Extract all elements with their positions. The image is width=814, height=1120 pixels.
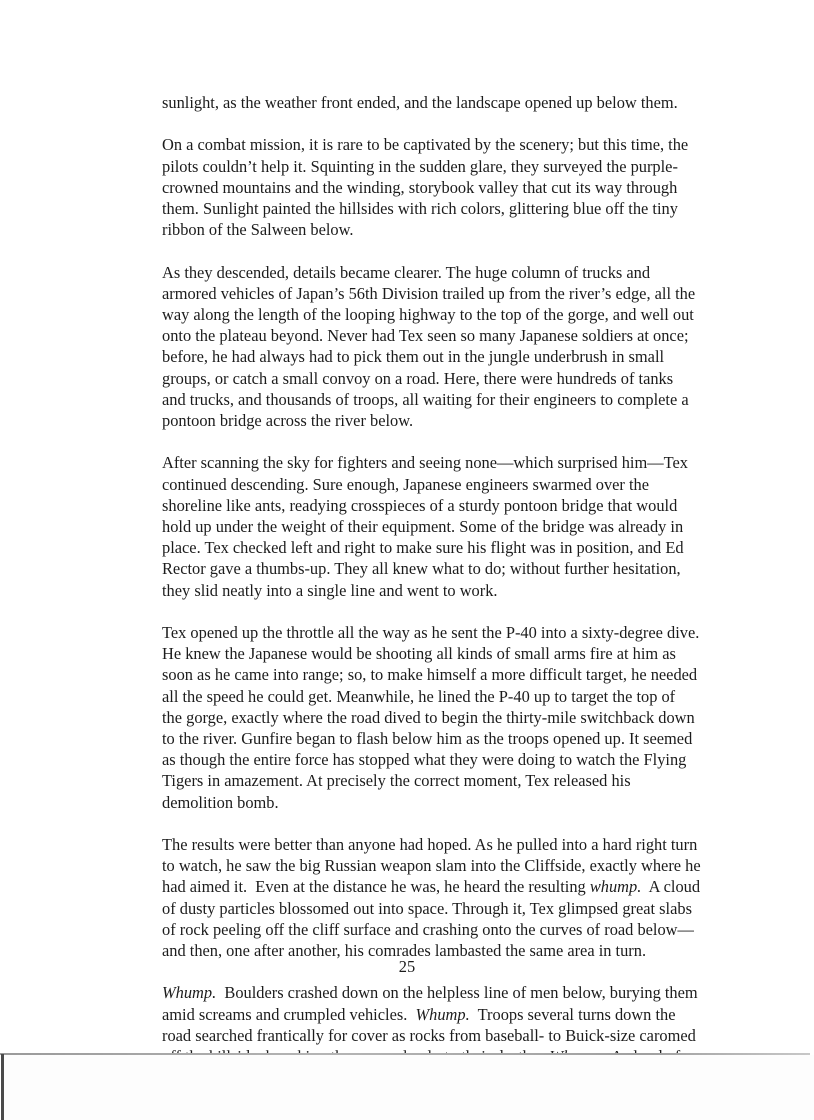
text-line: onto the plateau beyond. Never had Tex seen so many Japanese soldiers at once;: [162, 326, 689, 346]
text-line: ribbon of the Salween below.: [162, 220, 354, 240]
paragraph-3: [162, 262, 696, 432]
text-line: of rock peeling off the cliff surface and crashing onto the curves of road below—: [162, 919, 694, 939]
page-number: 25: [398, 957, 416, 976]
text-line: and then, one after another, his comrades lambasted the same area in turn.: [162, 941, 647, 961]
scan-background: [4, 1055, 814, 1120]
text-line: armored vehicles of Japan’s 56th Division trailed up from the river’s edge, all the: [162, 283, 696, 303]
italic-word: Whump.: [162, 983, 217, 1003]
text-line: hold up under the weight of their equipment. Some of the bridge was already in: [162, 517, 684, 537]
text-segment: Troops several turns down the: [469, 1004, 676, 1024]
paragraph-1: [162, 92, 682, 113]
text-line: He knew the Japanese would be shooting all kinds of small arms fire at him as: [162, 644, 676, 664]
text-line: soon as he came into range; so, to make himself a more difficult target, he needed: [162, 665, 698, 685]
paragraph-2: [162, 134, 689, 240]
text-line: [162, 982, 698, 1003]
text-line: Rector gave a thumbs-up. They all knew what to do; without further hesitation,: [162, 559, 681, 579]
text-line: shoreline like ants, readying crosspieces of a sturdy pontoon bridge that would: [162, 495, 678, 515]
text-line: place. Tex checked left and right to make sure his flight was in position, and Ed: [162, 538, 684, 558]
paragraph-5: [162, 622, 700, 813]
text-segment: A cloud: [641, 877, 701, 897]
text-line: them. Sunlight painted the hillsides with rich colors, glittering blue off the tiny: [162, 199, 678, 218]
scan-left-shadow: [1, 1054, 4, 1120]
text-line: Tex opened up the throttle all the way as he sent the P-40 into a sixty-degree dive.: [162, 623, 700, 643]
text-line: groups, or catch a small convoy on a road. Here, there were hundreds of tanks: [162, 368, 674, 388]
text-line: before, he had always had to pick them out in the jungle underbrush in small: [162, 347, 665, 367]
text-segment: Boulders crashed down on the helpless line of men below, burying them: [216, 983, 698, 1003]
text-segment: had aimed it. Even at the distance he was, he heard the resulting: [162, 877, 590, 897]
text-line: pontoon bridge across the river below.: [162, 411, 414, 431]
text-line: Tigers in amazement. At precisely the correct moment, Tex released his: [162, 771, 631, 791]
text-line: As they descended, details became clearer. The huge column of trucks and: [162, 262, 651, 282]
paragraph-4: [162, 452, 688, 600]
text-segment: amid screams and crumpled vehicles.: [162, 1004, 416, 1024]
text-line: continued descending. Sure enough, Japanese engineers swarmed over the: [162, 474, 650, 494]
text-line: they slid neatly into a single line and went to work.: [162, 580, 498, 600]
text-line: demolition bomb.: [162, 792, 279, 812]
text-line: [162, 876, 701, 897]
text-line: The results were better than anyone had hoped. As he pulled into a hard right turn: [162, 835, 698, 855]
paragraph-6: [162, 834, 701, 961]
text-line: sunlight, as the weather front ended, and the landscape opened up below them.: [162, 93, 678, 112]
text-line: of dusty particles blossomed out into space. Through it, Tex glimpsed great slabs: [162, 898, 692, 918]
text-line: to the river. Gunfire began to flash below him as the troops opened up. It seemed: [162, 729, 693, 749]
italic-word: whump.: [589, 877, 642, 897]
text-line: [162, 1004, 682, 1025]
text-line: crowned mountains and the winding, storybook valley that cut its way through: [162, 177, 678, 197]
text-line: After scanning the sky for fighters and seeing none—which surprised him—Tex: [162, 453, 688, 473]
text-line: and trucks, and thousands of troops, all waiting for their engineers to complete a: [162, 389, 689, 409]
text-line: road searched frantically for cover as rocks from baseball- to Buick-size caromed: [162, 1025, 696, 1045]
text-line: as though the entire force has stopped what they were doing to watch the Flying: [162, 750, 687, 770]
text-line: On a combat mission, it is rare to be captivated by the scenery; but this time, the: [162, 135, 689, 155]
text-line: all the speed he could get. Meanwhile, he lined the P-40 up to target the top of: [162, 686, 676, 706]
text-line: pilots couldn’t help it. Squinting in the sudden glare, they surveyed the purple-: [162, 156, 678, 176]
text-line: way along the length of the looping highway to the top of the gorge, and well out: [162, 305, 694, 324]
text-line: the gorge, exactly where the road dived to begin the thirty-mile switchback down: [162, 707, 695, 727]
text-line: to watch, he saw the big Russian weapon slam into the Cliffside, exactly where he: [162, 856, 701, 876]
italic-word: Whump.: [415, 1004, 470, 1024]
